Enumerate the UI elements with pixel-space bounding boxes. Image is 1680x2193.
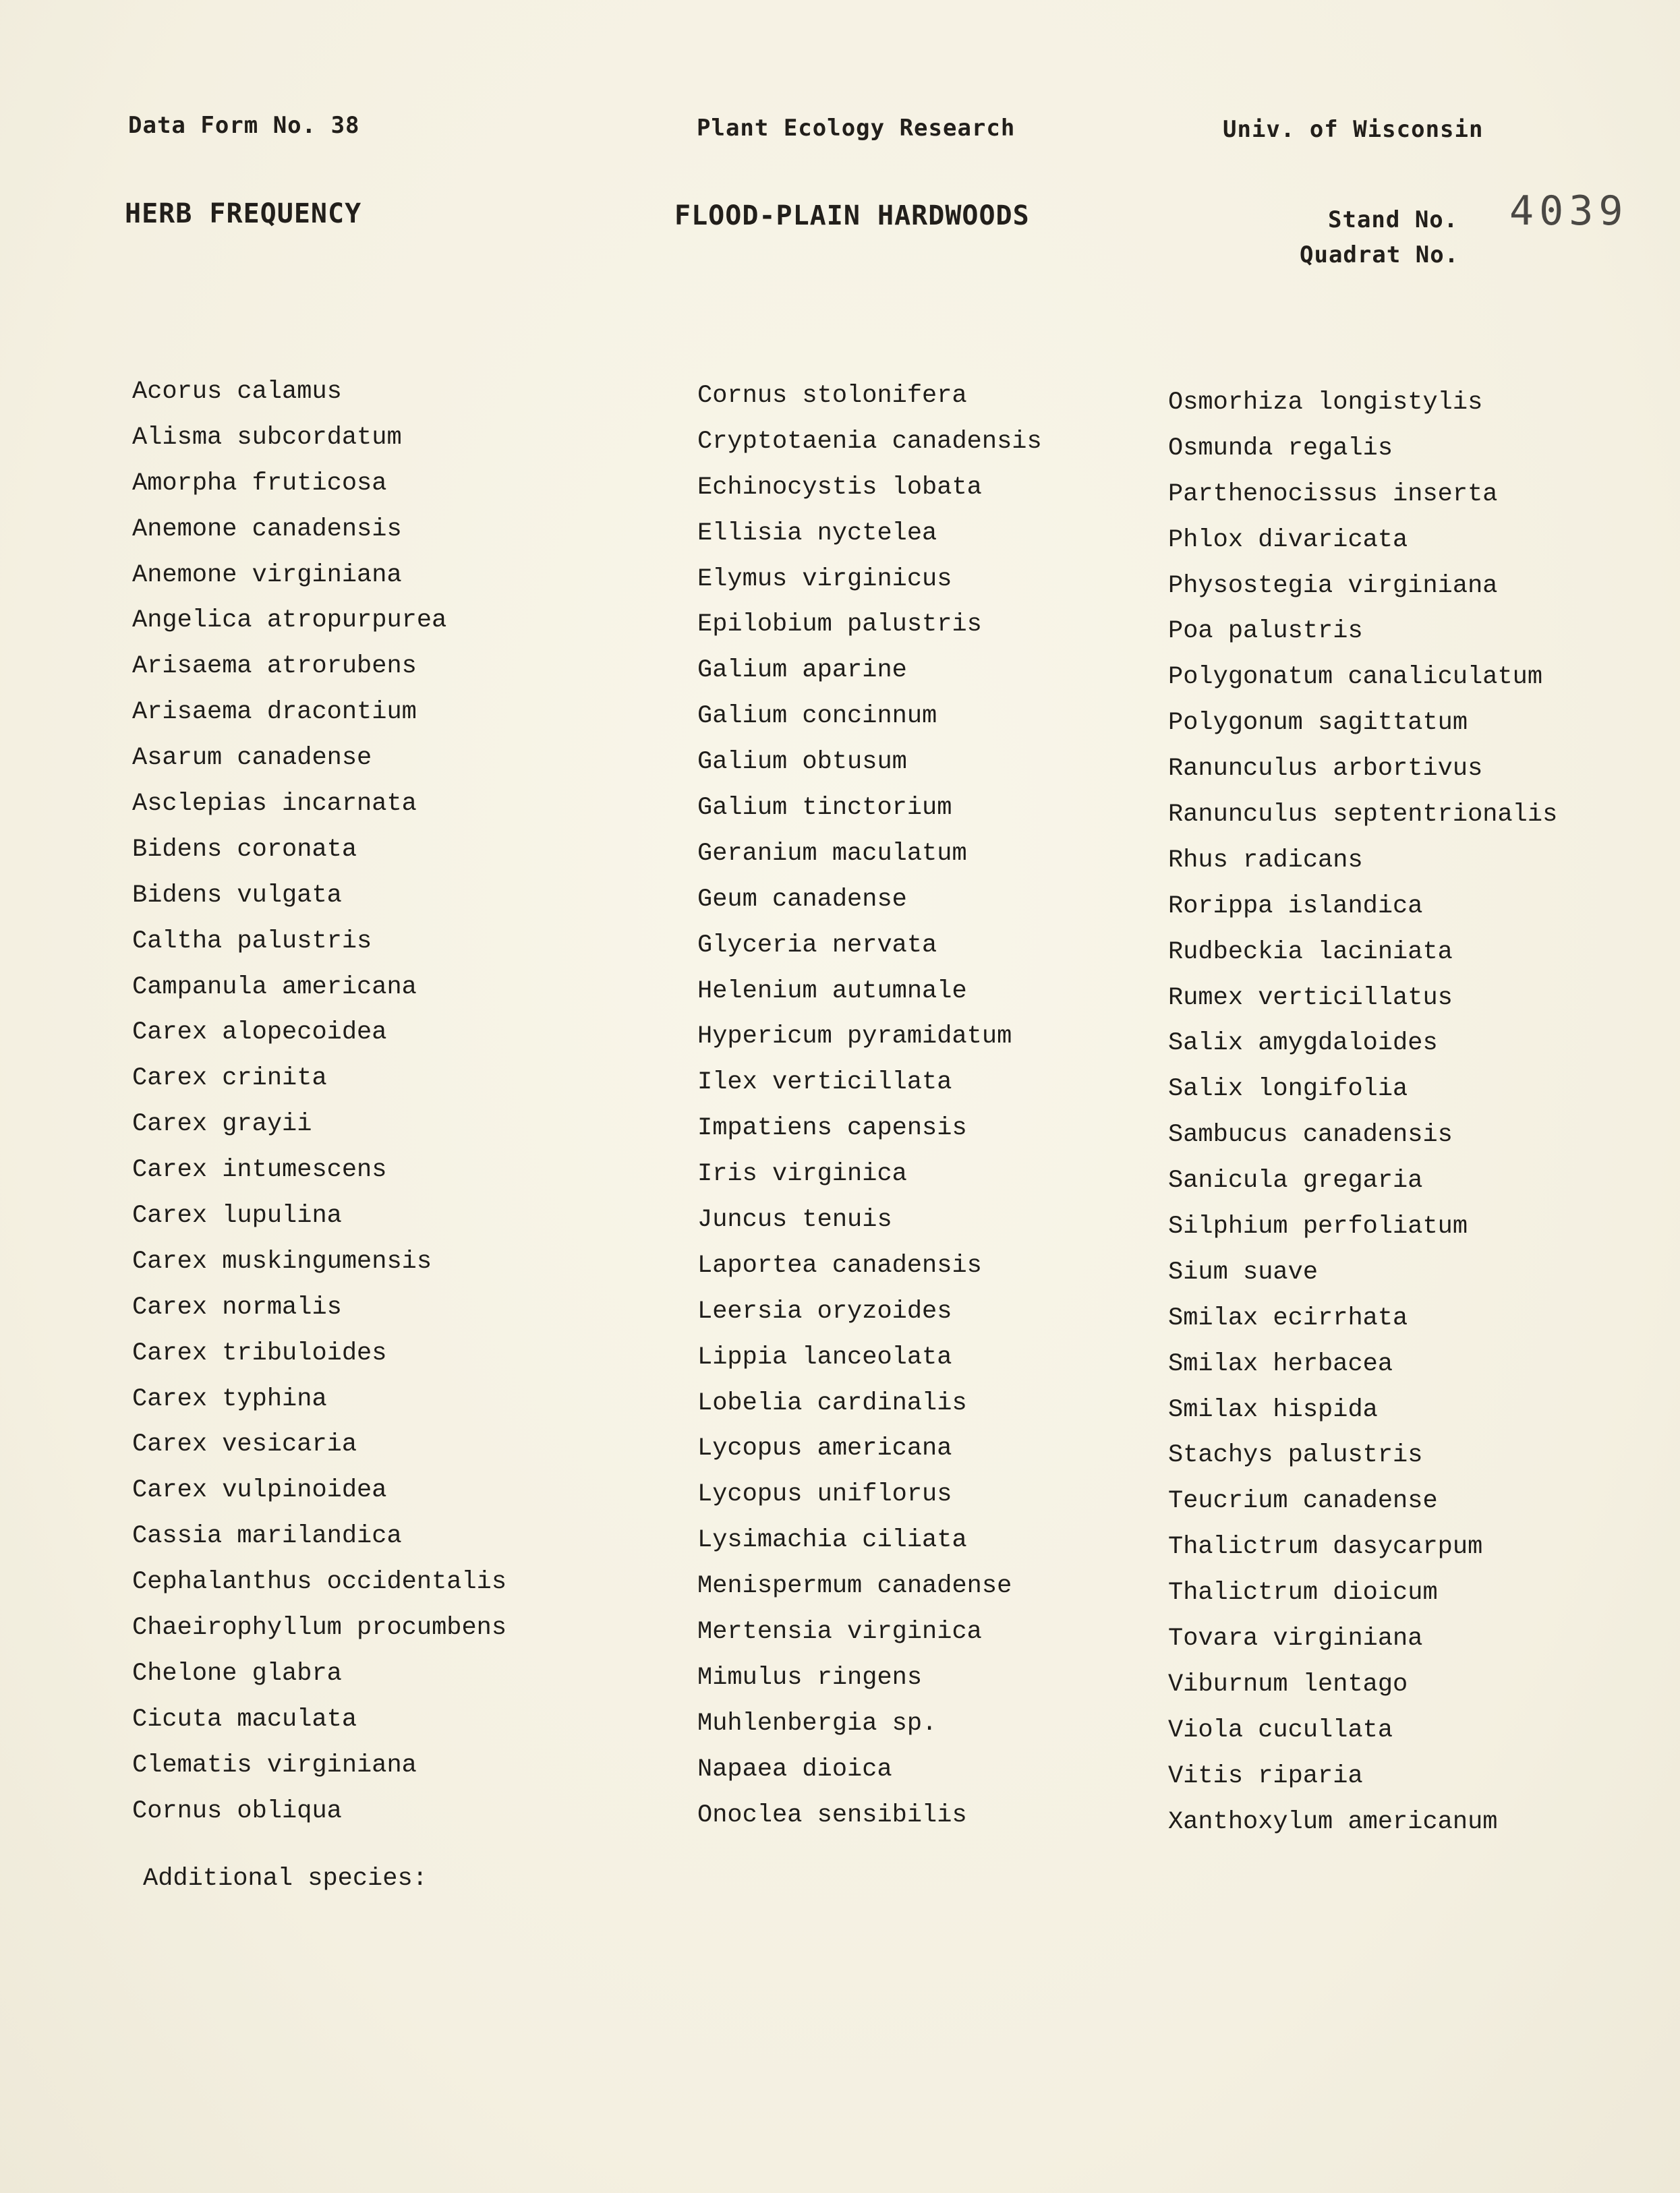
species-item: Lycopus americana <box>697 1434 952 1463</box>
species-item: Carex lupulina <box>132 1202 342 1231</box>
species-item: Arisaema atrorubens <box>132 652 417 681</box>
species-item: Carex grayii <box>132 1110 312 1139</box>
species-item: Osmorhiza longistylis <box>1168 388 1483 417</box>
species-item: Carex typhina <box>132 1384 327 1413</box>
species-item: Teucrium canadense <box>1168 1487 1438 1516</box>
species-item: Impatiens capensis <box>697 1114 967 1143</box>
additional-species-label: Additional species: <box>143 1865 428 1893</box>
species-item: Angelica atropurpurea <box>132 606 447 635</box>
species-item: Cassia marilandica <box>132 1522 402 1551</box>
form-title: HERB FREQUENCY <box>125 198 362 229</box>
species-item: Sium suave <box>1168 1258 1319 1287</box>
species-item: Caltha palustris <box>132 927 372 956</box>
species-item: Carex intumescens <box>132 1156 387 1185</box>
species-item: Polygonum sagittatum <box>1168 709 1468 738</box>
species-item: Campanula americana <box>132 972 417 1001</box>
species-item: Carex vesicaria <box>132 1430 357 1459</box>
species-item: Polygonatum canaliculatum <box>1168 663 1543 692</box>
species-item: Galium obtusum <box>697 748 907 777</box>
species-item: Cryptotaenia canadensis <box>697 427 1042 456</box>
species-item: Thalictrum dasycarpum <box>1168 1533 1483 1562</box>
community-type: FLOOD-PLAIN HARDWOODS <box>674 200 1030 231</box>
species-list-column-2 <box>697 374 1042 1839</box>
species-item: Anemone virginiana <box>132 560 402 589</box>
species-item: Ilex verticillata <box>697 1068 952 1097</box>
species-item: Viola cucullata <box>1168 1716 1393 1745</box>
species-item: Amorpha fruticosa <box>132 469 387 498</box>
species-item: Salix amygdaloides <box>1168 1029 1438 1058</box>
species-item: Asarum canadense <box>132 744 372 773</box>
species-item: Stachys palustris <box>1168 1441 1423 1470</box>
species-item: Silphium perfoliatum <box>1168 1212 1468 1241</box>
species-item: Alisma subcordatum <box>132 423 402 452</box>
stand-label: Stand No. <box>1328 206 1459 233</box>
species-item: Elymus virginicus <box>697 564 952 593</box>
species-item: Lobelia cardinalis <box>697 1388 967 1417</box>
species-item: Cicuta maculata <box>132 1705 357 1734</box>
species-item: Galium concinnum <box>697 702 937 731</box>
organization: Plant Ecology Research <box>697 115 1016 142</box>
species-item: Phlox divaricata <box>1168 525 1408 554</box>
species-item: Laportea canadensis <box>697 1251 982 1280</box>
form-number: Data Form No. 38 <box>128 112 360 139</box>
university: Univ. of Wisconsin <box>1223 116 1484 143</box>
species-item: Carex vulpinoidea <box>132 1476 387 1505</box>
species-item: Carex crinita <box>132 1064 327 1093</box>
quadrat-label: Quadrat No. <box>1300 241 1459 268</box>
species-item: Chelone glabra <box>132 1659 342 1688</box>
species-item: Hypericum pyramidatum <box>697 1022 1012 1051</box>
species-item: Muhlenbergia sp. <box>697 1709 937 1738</box>
species-item: Clematis virginiana <box>132 1751 417 1780</box>
species-item: Echinocystis lobata <box>697 473 982 502</box>
species-item: Lycopus uniflorus <box>697 1480 952 1509</box>
species-item: Vitis riparia <box>1168 1761 1363 1790</box>
species-item: Chaeirophyllum procumbens <box>132 1614 507 1643</box>
species-item: Iris virginica <box>697 1160 907 1189</box>
species-item: Bidens coronata <box>132 835 357 864</box>
species-item: Smilax herbacea <box>1168 1349 1393 1378</box>
species-list-column-1 <box>132 370 506 1835</box>
species-item: Rorippa islandica <box>1168 891 1423 920</box>
species-item: Rhus radicans <box>1168 846 1363 875</box>
species-item: Osmunda regalis <box>1168 434 1393 463</box>
species-item: Tovara virginiana <box>1168 1625 1423 1654</box>
species-item: Salix longifolia <box>1168 1075 1408 1104</box>
species-item: Onoclea sensibilis <box>697 1801 967 1830</box>
species-item: Carex muskingumensis <box>132 1247 432 1276</box>
species-item: Juncus tenuis <box>697 1206 892 1235</box>
species-item: Sanicula gregaria <box>1168 1167 1423 1196</box>
species-item: Mimulus ringens <box>697 1663 923 1692</box>
species-item: Glyceria nervata <box>697 931 937 960</box>
species-item: Sambucus canadensis <box>1168 1121 1453 1150</box>
species-item: Ranunculus arbortivus <box>1168 755 1483 784</box>
species-item: Cephalanthus occidentalis <box>132 1568 507 1597</box>
species-item: Napaea dioica <box>697 1755 892 1784</box>
species-item: Bidens vulgata <box>132 881 342 910</box>
species-item: Poa palustris <box>1168 617 1363 646</box>
species-item: Viburnum lentago <box>1168 1670 1408 1699</box>
species-item: Cornus obliqua <box>132 1796 342 1825</box>
species-item: Smilax hispida <box>1168 1395 1378 1424</box>
species-item: Rumex verticillatus <box>1168 983 1453 1012</box>
species-item: Physostegia virginiana <box>1168 571 1498 600</box>
species-item: Cornus stolonifera <box>697 382 967 410</box>
species-item: Leersia oryzoides <box>697 1297 952 1326</box>
species-item: Galium tinctorium <box>697 794 952 823</box>
species-item: Lysimachia ciliata <box>697 1526 967 1555</box>
species-item: Geum canadense <box>697 885 907 914</box>
species-item: Arisaema dracontium <box>132 698 417 727</box>
species-item: Geranium maculatum <box>697 839 967 868</box>
species-item: Helenium autumnale <box>697 976 967 1005</box>
species-item: Anemone canadensis <box>132 515 402 544</box>
species-item: Acorus calamus <box>132 378 342 406</box>
species-item: Xanthoxylum americanum <box>1168 1807 1498 1836</box>
species-item: Lippia lanceolata <box>697 1343 952 1372</box>
species-item: Parthenocissus inserta <box>1168 479 1498 508</box>
stand-number-handwritten: 4039 <box>1509 187 1629 235</box>
species-item: Carex alopecoidea <box>132 1018 387 1047</box>
species-item: Galium aparine <box>697 656 907 685</box>
species-item: Rudbeckia laciniata <box>1168 937 1453 966</box>
species-item: Menispermum canadense <box>697 1572 1012 1601</box>
species-item: Smilax ecirrhata <box>1168 1304 1408 1333</box>
species-item: Epilobium palustris <box>697 610 982 639</box>
species-item: Thalictrum dioicum <box>1168 1579 1438 1608</box>
species-item: Ranunculus septentrionalis <box>1168 800 1558 829</box>
species-item: Asclepias incarnata <box>132 790 417 819</box>
species-item: Ellisia nyctelea <box>697 519 937 548</box>
species-list-column-3 <box>1168 380 1557 1846</box>
species-item: Carex normalis <box>132 1293 342 1322</box>
species-item: Carex tribuloides <box>132 1339 387 1368</box>
species-item: Mertensia virginica <box>697 1618 982 1647</box>
